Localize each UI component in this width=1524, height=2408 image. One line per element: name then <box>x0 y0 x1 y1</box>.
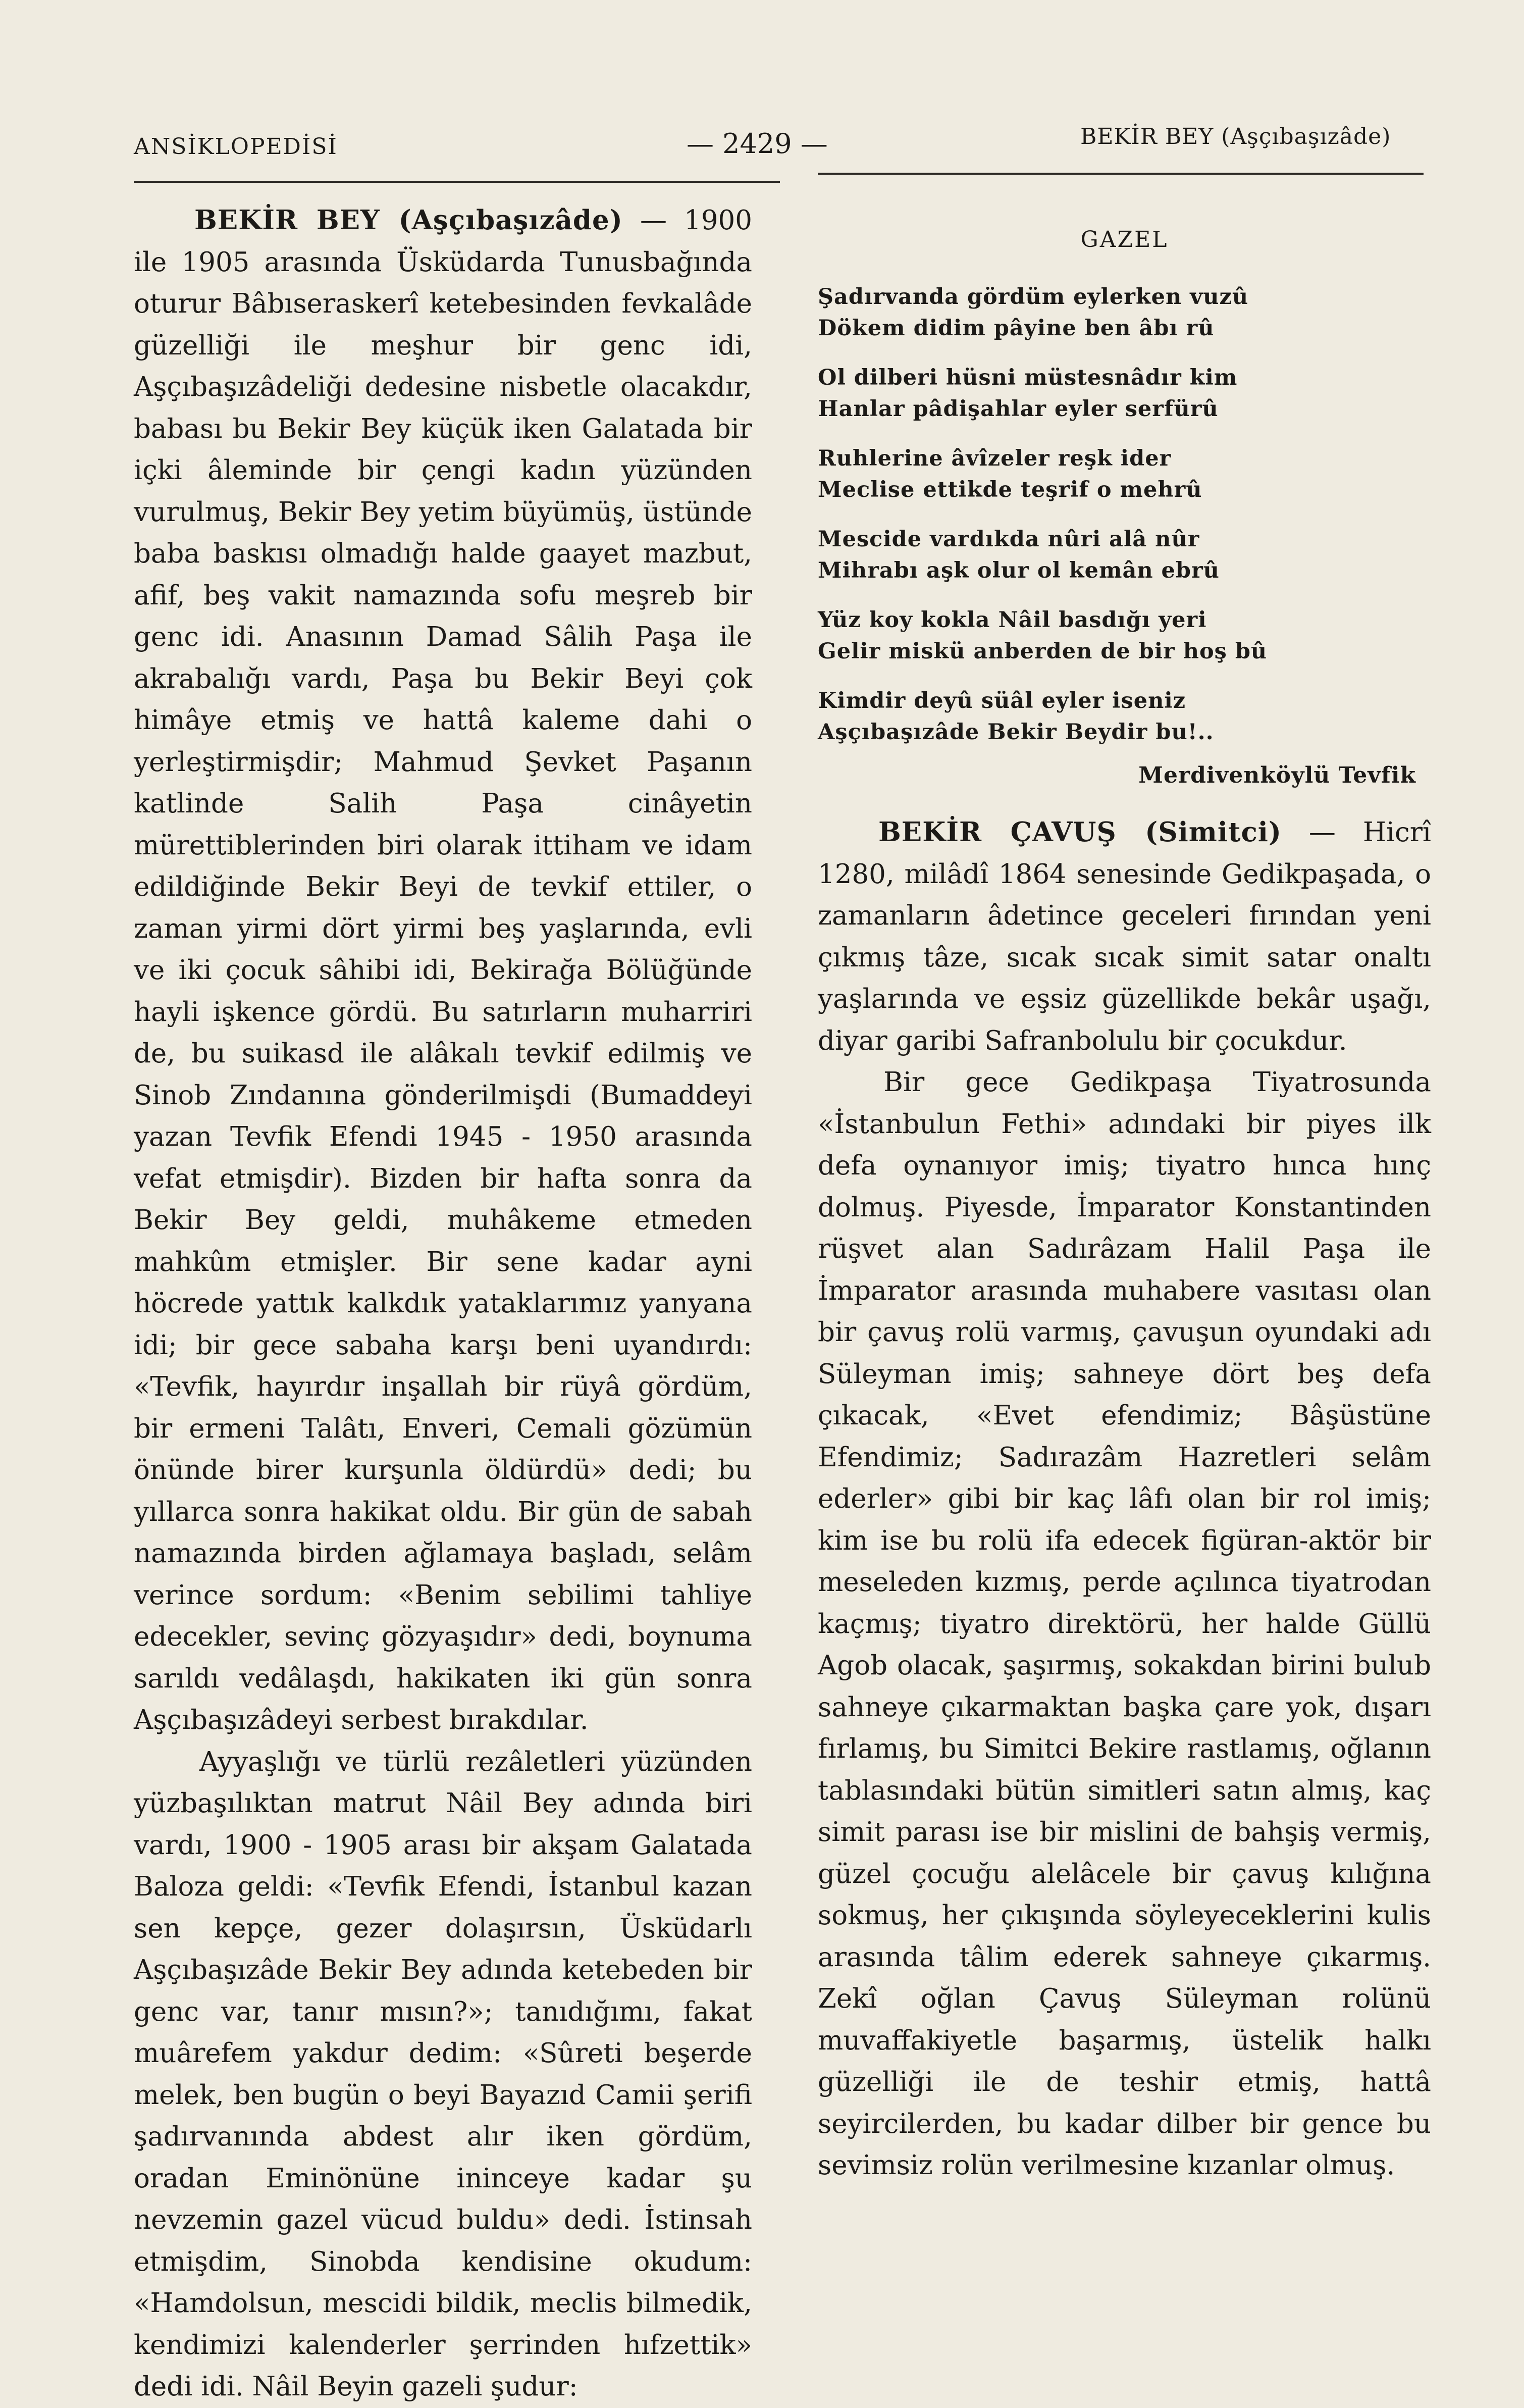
entry-bekir-bey-text-1: — 1900 ile 1905 arasında Üsküdarda Tunusbağında oturur Bâbıseraskerî ketebesinden fevkalâde güzelliği ile meşhur bir genc idi, Aşçıbaşızâdeliği dedesine nisbetle olacakdır, babası bu Bekir Bey küçük iken Galatada bir içki âleminde bir çengi kadın yüzünden vurulmuş, Bekir Bey yetim büyümüş, üstünde baba baskısı olmadığı halde gaayet mazbut, afif, beş vakit namazında sofu meşreb bir genc idi. Anasının Damad Sâlih Paşa ile akrabalığı vardı, Paşa bu Bekir Beyi çok himâye etmiş ve hattâ kaleme dahi o yerleştirmişdir; Mahmud Şevket Paşanın katlinde Salih Paşa cinâyetin mürettiblerinden biri olarak ittiham ve idam edildiğinde Bekir Beyi de tevkif ettiler, o zaman yirmi dört yirmi beş yaşlarında, evli ve iki çocuk sâhibi idi, Bekirağa Bölüğünde hayli işkence gördü. Bu satırların muharriri de, bu suikasd ile alâkalı tevkif edilmiş ve Sinob Zındanına gönderilmişdi (Bumaddeyi yazan Tevfik Efendi 1945 - 1950 arasında vefat etmişdir). Bizden bir hafta sonra da Bekir Bey geldi, muhâkeme etmeden mahkûm etmişler. Bir sene kadar ayni höcrede yattık kalkdık yataklarımız yanyana idi; bir gece sabaha karşı beni uyandırdı: «Tevfik, hayırdır inşallah bir rüyâ gördüm, bir ermeni Talâtı, Enveri, Cemali gözümün önünde birer kurşunla öldürdü» dedi; bu yıllarca sonra hakikat oldu. Bir gün de sabah namazında birden ağlamaya başladı, selâm verince sordum: «Benim sebilimi tahliye edecekler, sevinç gözyaşıdır» dedi, boynuma sarıldı vedâlaşdı, hakikaten iki gün sonra Aşçıbaşızâdeyi serbest bırakdılar. <box>134 205 752 1735</box>
header-running-title: BEKİR BEY (Aşçıbaşızâde) <box>1080 124 1391 149</box>
gazel-line: Mescide vardıkda nûri alâ nûr <box>818 527 1200 552</box>
gazel-stanza <box>818 362 1431 425</box>
header-rule-right <box>818 173 1424 175</box>
gazel-line: Dökem didim pâyine ben âbı rû <box>818 316 1215 341</box>
entry-bekir-bey-paragraph-1 <box>134 199 752 1741</box>
gazel-line: Meclise ettikde teşrif o mehrû <box>818 477 1202 502</box>
page-header <box>0 119 1524 159</box>
right-column <box>818 199 1431 2187</box>
gazel-stanza <box>818 281 1431 344</box>
gazel-signature: Merdivenköylü Tevfik <box>1138 762 1416 788</box>
gazel-stanza <box>818 443 1431 505</box>
entry-bekir-bey-paragraph-2 <box>134 1741 752 2408</box>
header-rule-left <box>134 181 780 183</box>
gazel-line: Ol dilberi hüsni müstesnâdır kim <box>818 365 1238 390</box>
entry-bekir-bey-text-2: Ayyaşlığı ve türlü rezâletleri yüzünden yüzbaşılıktan matrut Nâil Bey adında biri vardı, 1900 - 1905 arası bir akşam Galatada Baloza geldi: «Tevfik Efendi, İstanbul kazan sen kepçe, gezer dolaşırsın, Üsküdarlı Aşçıbaşızâde Bekir Bey adında ketebeden bir genc var, tanır mısın?»; tanıdığımı, fakat muârefem yakdur dedim: «Sûreti beşerde melek, ben bugün o beyi Bayazıd Camii şerifi şadırvanında abdest alır iken gördüm, oradan Eminönüne ininceye kadar şu nevzemin gazel vücud buldu» dedi. İstinsah etmişdim, Sinobda kendisine okudum: «Hamdolsun, mescidi bildik, meclis bilmedik, kendimizi kalenderler şerrinden hıfzettik» dedi idi. Nâil Beyin gazeli şudur: <box>134 1746 752 2402</box>
gazel-stanza <box>818 685 1431 748</box>
gazel-line: Hanlar pâdişahlar eyler serfürû <box>818 396 1219 422</box>
entry-bekir-cavus-title: BEKİR ÇAVUŞ (Simitci) <box>878 816 1282 848</box>
entry-bekir-cavus-text-2: Bir gece Gedikpaşa Tiyatrosunda «İstanbulun Fethi» adındaki bir piyes ilk defa oynanıyor imiş; tiyatro hınca hınç dolmuş. Piyesde, İmparator Konstantinden rüşvet alan Sadırâzam Halil Paşa ile İmparator arasında muhabere vasıtası olan bir çavuş rolü varmış, çavuşun oyundaki adı Süleyman imiş; sahneye dört beş defa çıkacak, «Evet efendimiz; Bâşüstüne Efendimiz; Sadırazâm Hazretleri selâm ederler» gibi bir kaç lâfı olan bir rol imiş; kim ise bu rolü ifa edecek figüran-aktör bir meseleden kızmış, perde açılınca tiyatrodan kaçmış; tiyatro direktörü, her halde Güllü Agob olacak, şaşırmış, sokakdan birini bulub sahneye çıkarmaktan başka çare yok, dışarı fırlamış, bu Simitci Bekire rastlamış, oğlanın tablasındaki bütün simitleri satın almış, kaç simit parası ise bir mislini de bahşiş vermiş, güzel çocuğu alelâcele bir çavuş kılığına sokmuş, her çıkışında söyleyeceklerini kulis arasında tâlim ederek sahneye çıkarmış. Zekî oğlan Çavuş Süleyman rolünü muvaffakiyetle başarmış, üstelik halkı güzelliği ile de teshir etmiş, hattâ seyircilerden, bu kadar dilber bir gence bu sevimsiz rolün verilmesine kızanlar olmuş. <box>818 1067 1431 2181</box>
gazel-line: Gelir miskü anberden de bir hoş bû <box>818 639 1268 664</box>
gazel-stanza <box>818 604 1431 667</box>
gazel-title: GAZEL <box>1080 227 1169 252</box>
entry-bekir-bey-title: BEKİR BEY (Aşçıbaşızâde) <box>194 204 623 236</box>
gazel-line: Mihrabı aşk olur ol kemân ebrû <box>818 558 1220 583</box>
left-column <box>134 199 752 2408</box>
gazel-line: Aşçıbaşızâde Bekir Beydir bu!.. <box>818 720 1214 745</box>
page-number: — 2429 — <box>687 128 828 160</box>
header-series-title: ANSİKLOPEDİSİ <box>134 134 338 160</box>
entry-bekir-cavus-text-1: — Hicrî 1280, milâdî 1864 senesinde Gedikpaşada, o zamanların âdetince geceleri fırından yeni çıkmış tâze, sıcak sıcak simit satar onaltı yaşlarında ve eşsiz güzellikde bekâr uşağı, diyar garibi Safranbolulu bir çocukdur. <box>818 817 1431 1056</box>
entry-bekir-cavus-paragraph-1 <box>818 811 1431 1062</box>
gazel-poem <box>818 225 1431 791</box>
gazel-line: Kimdir deyû süâl eyler iseniz <box>818 688 1186 713</box>
gazel-line: Yüz koy kokla Nâil basdığı yeri <box>818 607 1207 633</box>
gazel-stanza <box>818 524 1431 586</box>
gazel-line: Ruhlerine âvîzeler reşk ider <box>818 446 1172 471</box>
entry-bekir-cavus-paragraph-2 <box>818 1062 1431 2187</box>
gazel-line: Şadırvanda gördüm eylerken vuzû <box>818 284 1249 310</box>
